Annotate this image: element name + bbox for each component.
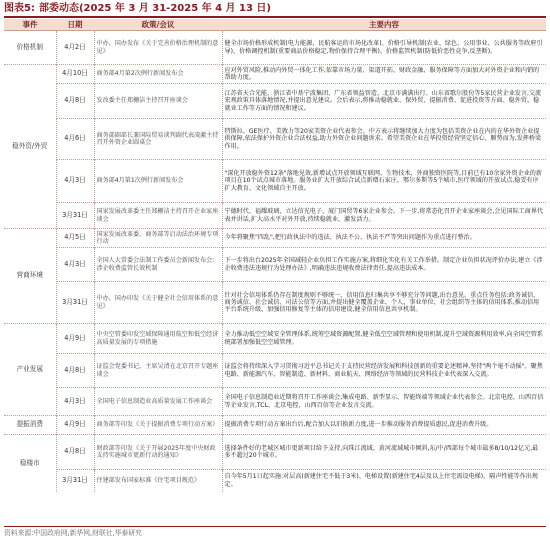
row-date: 3月31日 [56,470,94,492]
row-policy: 商务部4月第1次例行新闻发布会 [94,160,222,203]
row-content: 提振消费专项行动方案出台后,配合加大以旧换新力度,进一步推动服务消费提质惠民,促进消费升级。 [222,416,546,435]
table-row [4,119,546,160]
table-row [4,65,546,84]
row-content: 应对外贸风险,推动内外贸一体化工作,依靠市场力量、渠道开拓、财政金融、服务保障等方面加大对外资企业和内销的帮助力度。 [222,65,546,84]
row-date: 4月8日 [56,84,94,119]
table-row [4,229,546,248]
figure-title-text: 部委动态(2025 年 3 月 31-2025 年 4 月 13 日) [38,3,272,14]
row-policy: 中央空管委印发空域保障通用航空和低空经济高质量发展的专项措施 [94,324,222,354]
row-policy: 商务部4月第2次例行新闻发布会 [94,65,222,84]
row-content: 全力推动低空空域安全管理体系,统筹空域资源配置,健全低空空域管理和使用机制,提升空域资源利用效率,向全国空管系统部署加强低空空域管理。 [222,324,546,354]
row-date: 3月31日 [56,282,94,324]
row-date: 3月31日 [56,203,94,229]
row-date: 4月3日 [56,248,94,282]
table-row [4,470,546,492]
row-policy: 证监会党委书记、主席吴清在北京召开专题座谈会 [94,354,222,388]
row-date: 4月9日 [56,324,94,354]
row-date: 4月3日 [56,160,94,203]
table-row [4,354,546,388]
table-header-row [4,19,546,31]
row-date: 4月8日 [56,354,94,388]
row-content: 今年将聚焦"四乱",把行政执法中的违法、执法不公、执法不严等突出问题作为重点进行整治。 [222,229,546,248]
source-footnote: 资料来源:中国政府网,新华网,财联社,华泰研究 [4,526,546,539]
row-event: 产业发展 [4,324,56,416]
table-row [4,388,546,416]
row-content: 健全市场价格形成机制(电力能源、民航客运的市场化改革)、价格引导机制(农业、绿色、公用事业、公共服务等政府引导)、价格调控机制(重要商品价格稳定,物价保持合理平衡)、价格监管机制(防低价恶性竞争,反垄断)。 [222,31,546,65]
row-date: 4月9日 [56,416,94,435]
row-policy: 国家发展改革委主任郑栅洁主持召开企业家座谈会 [94,203,222,229]
table-row [4,416,546,435]
row-event: 稳楼市 [4,435,56,492]
header-event: 事件 [4,19,56,31]
row-policy: 财政部等印发《关于开展2025年度中央财政支持实施城市更新行动的通知》 [94,435,222,470]
table-row [4,282,546,324]
table-row [4,84,546,119]
row-event: 稳外资/外贸 [4,65,56,229]
row-policy: 国家发展改革委、商务部等启动法治环境专项行动 [94,229,222,248]
header-date: 日期 [56,19,94,31]
table-row [4,160,546,203]
row-date: 4月5日 [56,229,94,248]
row-content: 宁德时代、福耀玻璃、立达信光电子、厦门国贸等6家企业参会。下一步,将常态化召开企业家座谈会,会见国际工商界代表并讲话,扩大高水平对外开放,持续稳就业、激发活力。 [222,203,546,229]
row-content: 证监会将持续深入学习贯彻习近平总书记关于支持民营经济发展和科技创新的重要论述精神,坚持"两个毫不动摇"。聚焦电路、新能源汽车、智能制造、新材料、商业航天、网络经济等领域的民营科技企业代表深入交流。 [222,354,546,388]
row-content: 选择条件好的老城区城市更新项目给予支持,向珠江流域、黄河流域城市倾斜,东/中/西部每个城市最多8/10/12亿元,最多不超过20个城市。 [222,435,546,470]
header-content: 主要内容 [222,19,546,31]
row-content: 全国电子信息制造业近期将召开工作座谈会,集成电路、新型显示、智能终端等领域企业代表参会。北京电控、山西百信等企业发言,TCL、北京电控、山西百信等企业发言交流。 [222,388,546,416]
row-content: 特斯拉、GE医疗、美敦力等20家美资企业代表参会。中方表示将继续加大力度为包括美资企业在内的在华外资企业提供保障,依法保护外资企业合法权益,助力外资企业问题诉求。希望美资企业在华投资经营坚定信心、顺势而为,发挥桥梁作用。 [222,119,546,160]
row-content: "深化开放稳外资12条"落地见效,新增试点开放领域互联网、生物技术、外商独资医院等,目前已有10余家外资企业的新项目在10个试点城市落地。服务业扩大开放综合试点新增石家庄、鄂尔多斯等5个城市,医疗领域的开放试点,稳妥有序扩大教育、文化领域自主开放。 [222,160,546,203]
row-date: 4月10日 [56,65,94,84]
row-date: 4月3日 [56,388,94,416]
row-policy: 商务部副部长兼国际贸易谈判副代表凌激主持召开外资企业圆桌会 [94,119,222,160]
row-content: 下一步将出台2025年全国减轻企业负担工作实施方案,将细化实化有关工作举措。制定企业负担状况评价办法,建立《涉企收费违法违规行为处理办法》,明确违法违规收费法律责任,提高违法成本。 [222,248,546,282]
row-event: 营商环境 [4,229,56,324]
row-policy: 中办、国办印发《关于健全社会信用体系的意见》 [94,282,222,324]
row-content: 针对社会信用体系仍存在制度规则不够统一、信用信息归集共享不够充分等问题,出台意见。重点任务包括:政务诚信、商务诚信、社会诚信、司法公信等方面,并提出健全覆盖企业、个人、事业单位、社会组织等主体的信用体系,推动信用平台系统升级、加强信用修复等主体的信用建设,健全信用信息共享机制。 [222,282,546,324]
row-policy: 全国电子信息制造业高质量发展工作座谈会 [94,388,222,416]
row-content: 自今年5月1日起实施:对层高(新建住宅不低于3米)、电梯设置(新建住宅4层及以上住宅需设电梯)、隔声性能等作出规定。 [222,470,546,492]
row-policy: 全国人大常委会法制工作委员会新闻发布会:涉企收费监管长效机制 [94,248,222,282]
figure-title [4,2,546,18]
row-date: 4月2日 [56,31,94,65]
table-row [4,435,546,470]
table-row [4,203,546,229]
row-event: 价格机制 [4,31,56,65]
row-policy: 发改委主任郑栅洁主持召开座谈会 [94,84,222,119]
row-date: 4月6日 [56,119,94,160]
figure-number: 图表5: [4,3,35,14]
table-row [4,248,546,282]
row-event: 提振消费 [4,416,56,435]
row-policy: 商务部等印发《关于提振消费专项行动方案》 [94,416,222,435]
table-row [4,31,546,65]
row-content: 江苏省天合光能、浙江省中基宁波集团、广东省领益智造、北京市满满出行、山东省歌尔股份等5家民营企业发言,交流宏观政策具体落地情况,并提出意见建议。会后表示,将推动稳就业、保外贸、提振消费、促进投资等方面、稳外贸、稳就业工作等方面的情况和建议。 [222,84,546,119]
row-policy: 中办、国办发布《关于完善价格治理机制的意见》 [94,31,222,65]
policy-table [4,19,546,492]
row-date: 4月8日 [56,435,94,470]
header-policy: 政策/会议 [94,19,222,31]
row-policy: 住建部发布国家标准《住宅项目规范》 [94,470,222,492]
table-row [4,324,546,354]
